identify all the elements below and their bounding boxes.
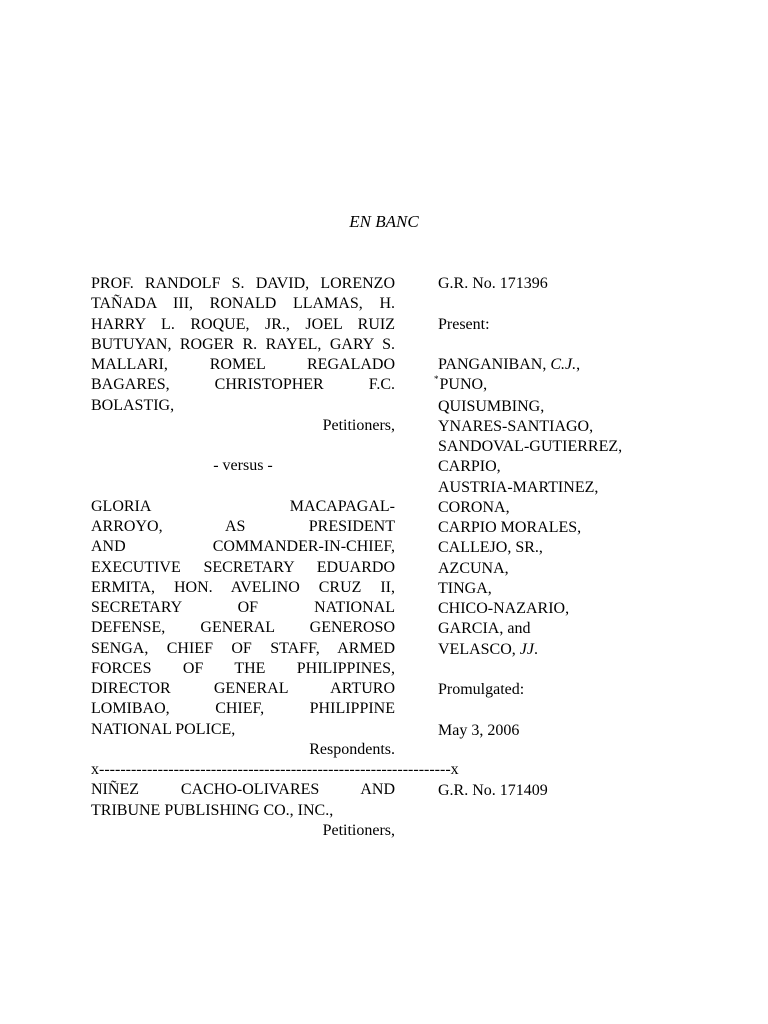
spacer <box>438 660 718 680</box>
second-petitioners-line: TRIBUNE PUBLISHING CO., INC., <box>91 801 334 819</box>
respondents-line: GLORIA MACAPAGAL- <box>91 497 395 515</box>
respondents-line: LOMIBAO, CHIEF, PHILIPPINE <box>91 700 395 718</box>
justice-name: QUISUMBING, <box>438 397 545 415</box>
respondents-line: EXECUTIVE SECRETARY EDUARDO <box>91 558 395 576</box>
promulgated-label: Promulgated: <box>438 681 525 698</box>
first-petitioners-names: PROF. RANDOLF S. DAVID, LORENZO TAÑADA III, RONALD LLAMAS, H. HARRY L. ROQUE, JR., JOEL RUIZ BUTUYAN, ROGER R. RAYEL, GARY S. MALLARI, ROMEL REGALADO BAGARES, CHRISTOPHER F.C. BOLASTIG, <box>91 275 395 414</box>
justice-chief-name: PANGANIBAN, <box>438 356 551 373</box>
respondents-line: AND COMMANDER-IN-CHIEF, <box>91 538 395 556</box>
respondents-line: ERMITA, HON. AVELINO CRUZ II, <box>91 578 395 596</box>
spacer <box>91 477 395 497</box>
justice-name: AZCUNA, <box>438 559 509 577</box>
separator-start: x <box>91 761 99 778</box>
justice-chief-suffix: , <box>576 356 581 373</box>
case-info-column <box>434 274 718 802</box>
justices-title: JJ <box>519 640 534 658</box>
justice-name: CHICO-NAZARIO, <box>438 600 570 617</box>
respondents-line: SENGA, CHIEF OF STAFF, ARMED <box>91 639 395 657</box>
chief-justice-title: C.J. <box>550 356 577 373</box>
respondents-line: DEFENSE, GENERAL GENEROSO <box>91 619 395 637</box>
justice-name: SANDOVAL-GUTIERREZ, <box>438 438 623 455</box>
second-petitioners-line: NIÑEZ CACHO-OLIVARES AND <box>91 781 395 799</box>
respondents-line: ARROYO, AS PRESIDENT <box>91 518 395 535</box>
justice-name: CALLEJO, SR., <box>438 539 543 557</box>
spacer <box>91 436 395 456</box>
separator-dashes: ------------------------------------------------------------------ <box>99 761 451 778</box>
justice-name: CARPIO MORALES, <box>438 519 582 536</box>
respondents-line: FORCES OF THE PHILIPPINES, <box>91 659 395 677</box>
spacer <box>438 700 718 720</box>
document-heading: EN BANC <box>349 212 419 231</box>
spacer <box>438 335 718 355</box>
justice-name: CORONA, <box>438 498 510 516</box>
case-separator <box>91 760 459 780</box>
justice-name: YNARES-SANTIAGO, <box>438 417 594 435</box>
justice-last-suffix: . <box>533 640 538 658</box>
justice-last-name: VELASCO, <box>438 640 520 658</box>
gr-number-1: G.R. No. 171396 <box>438 275 548 292</box>
separator-end: x <box>450 761 459 778</box>
respondents-label: Respondents. <box>309 740 395 758</box>
versus-label: - versus - <box>213 457 273 475</box>
justice-name: AUSTRIA-MARTINEZ, <box>438 478 599 496</box>
justice-name <box>434 374 718 396</box>
promulgation-date: May 3, 2006 <box>438 721 520 739</box>
second-petitioners-label: Petitioners, <box>322 821 395 839</box>
respondents-line: NATIONAL POLICE, <box>91 720 236 738</box>
justice-name: GARCIA, and <box>438 620 531 638</box>
justice-chief <box>438 355 718 375</box>
spacer <box>438 294 718 314</box>
parties-column <box>91 274 459 841</box>
justice-name: CARPIO, <box>438 458 501 476</box>
first-petitioners-label: Petitioners, <box>322 416 395 434</box>
gr-number-2: G.R. No. 171409 <box>438 782 548 800</box>
justice-name: TINGA, <box>438 579 492 597</box>
spacer <box>438 741 718 782</box>
respondents-names <box>91 497 395 740</box>
footnote-marker: * <box>434 374 439 385</box>
present-label: Present: <box>438 315 490 333</box>
respondents-line: DIRECTOR GENERAL ARTURO <box>91 680 395 697</box>
respondents-line: SECRETARY OF NATIONAL <box>91 599 395 616</box>
justice-name-text: PUNO, <box>439 376 488 394</box>
justice-last <box>438 640 718 660</box>
